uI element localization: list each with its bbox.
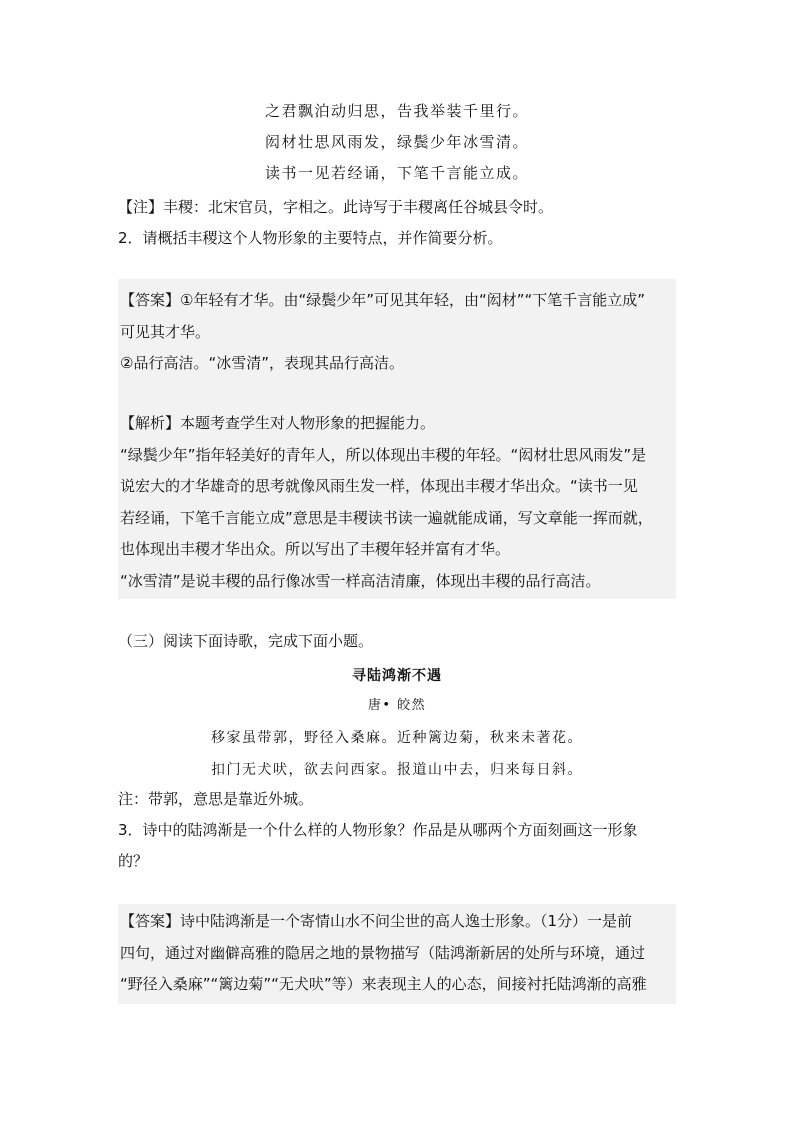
question-3-line-1: 3．诗中的陆鸿渐是一个什么样的人物形象？作品是从哪两个方面刻画这一形象 xyxy=(118,821,638,839)
analysis-2-line-2: “绿鬓少年”指年轻美好的青年人，所以体现出丰稷的年轻。“闳材壮思风雨发”是 xyxy=(120,445,647,464)
poem-line-2: 闳材壮思风雨发，绿鬓少年冰雪清。 xyxy=(264,133,529,151)
poem-title: 寻陆鸿渐不遇 xyxy=(352,668,442,684)
analysis-2-line-6: “冰雪清”是说丰稷的品行像冰雪一样高洁清廉，体现出丰稷的品行高洁。 xyxy=(120,571,601,590)
answer-3 xyxy=(120,906,676,1001)
analysis-2-line-4: 若经诵，下笔千言能立成”意思是丰稷读书读一遍就能成诵，写文章能一挥而就， xyxy=(120,508,653,527)
poem-author: 唐• 皎然 xyxy=(367,698,427,713)
answer-3-line-2: 四句，通过对幽僻高雅的隐居之地的景物描写（陆鸿渐新居的处所与环境，通过 xyxy=(120,943,646,962)
analysis-2 xyxy=(120,408,676,597)
question-3-line-2: 的？ xyxy=(118,852,149,870)
poem2-line-1: 移家虽带郭，野径入桑麻。近种篱边菊，秋来未著花。 xyxy=(211,730,583,746)
answer-3-line-3: “野径入桑麻”“篱边菊”“无犬吠”等）来表现主人的心态，间接衬托陆鸿渐的高雅 xyxy=(120,975,647,993)
section-3-heading: （三）阅读下面诗歌，完成下面小题。 xyxy=(118,632,374,650)
poem2-line-2: 扣门无犬吠，欲去问西家。报道山中去，归来每日斜。 xyxy=(211,762,583,778)
poem-line-1: 之君飘泊动归思，告我举装千里行。 xyxy=(264,102,529,120)
note-3: 注：带郭，意思是靠近外城。 xyxy=(118,790,314,808)
answer-2 xyxy=(120,285,676,380)
analysis-2-line-5: 也体现出丰稷才华出众。所以写出了丰稷年轻并富有才华。 xyxy=(120,540,511,558)
analysis-2-line-1: 【解析】本题考查学生对人物形象的把握能力。 xyxy=(120,414,436,432)
answer-2-line-3: ②品行高洁。“冰雪清”，表现其品行高洁。 xyxy=(120,354,404,372)
answer-2-line-1: 【答案】①年轻有才华。由“绿鬓少年”可见其年轻，由“闳材”“下笔千言能立成” xyxy=(120,291,646,309)
analysis-2-line-3: 说宏大的才华雄奇的思考就像风雨生发一样，体现出丰稷才华出众。“读书一见 xyxy=(120,477,638,495)
question-3 xyxy=(118,815,678,877)
note-1: 【注】丰稷：北宋官员，字相之。此诗写于丰稷离任谷城县令时。 xyxy=(118,198,554,216)
poem-line-3: 读书一见若经诵，下笔千言能立成。 xyxy=(264,164,529,182)
answer-2-line-2: 可见其才华。 xyxy=(120,322,211,341)
answer-3-line-1: 【答案】诗中陆鸿渐是一个寄情山水不问尘世的高人逸士形象。（1分）一是前 xyxy=(120,912,633,930)
question-2: 2．请概括丰稷这个人物形象的主要特点，并作简要分析。 xyxy=(118,229,503,247)
